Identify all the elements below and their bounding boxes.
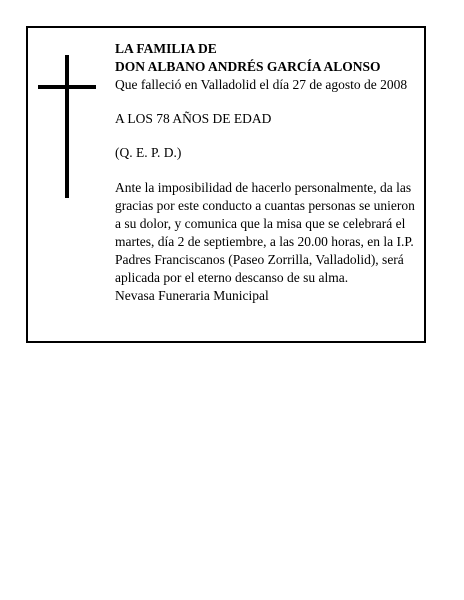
family-line: LA FAMILIA DE [115,41,217,56]
deceased-name: DON ALBANO ANDRÉS GARCÍA ALONSO [115,59,381,74]
notice-body [115,179,415,287]
age-line: A LOS 78 AÑOS DE EDAD [115,111,272,126]
funeral-home: Nevasa Funeraria Municipal [115,288,269,303]
body-line: a su dolor, y comunica que la misa que se celebrará el [115,216,406,231]
notice-content [115,40,415,305]
body-line: aplicada por el eterno descanso de su alma. [115,270,349,285]
body-line: Ante la imposibilidad de hacerlo personalmente, da las [115,180,412,195]
cross-horizontal-bar [38,85,96,89]
body-line: gracias por este conducto a cuantas personas se unieron [115,198,415,213]
obituary-notice [26,26,426,343]
qepd-line: (Q. E. P. D.) [115,145,182,160]
death-line: Que falleció en Valladolid el día 27 de agosto de 2008 [115,77,408,92]
body-line: martes, día 2 de septiembre, a las 20.00 horas, en la I.P. [115,234,414,249]
body-line: Padres Franciscanos (Paseo Zorrilla, Valladolid), será [115,252,404,267]
cross-vertical-bar [65,55,69,198]
